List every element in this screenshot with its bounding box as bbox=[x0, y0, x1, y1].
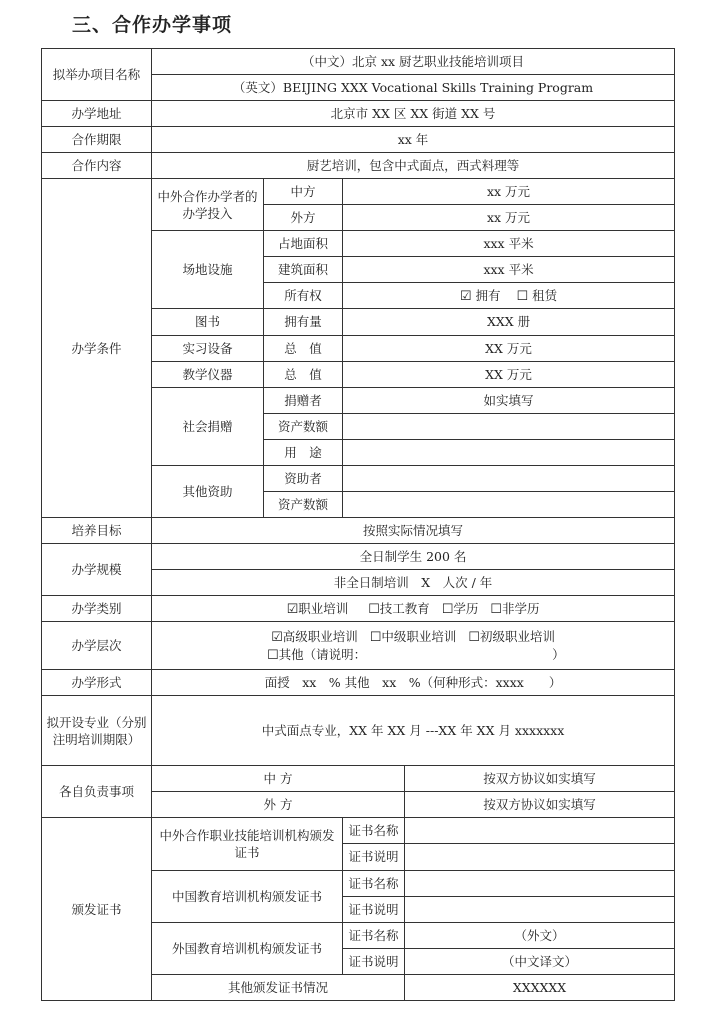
level-options bbox=[152, 622, 675, 670]
books-label: 图书 bbox=[152, 309, 264, 335]
funding-amount-value bbox=[343, 491, 675, 517]
own-option-label: 拥有 bbox=[475, 287, 501, 303]
building-area-label: 建筑面积 bbox=[264, 257, 343, 283]
address-value: 北京市 XX 区 XX 街道 XX 号 bbox=[152, 101, 675, 127]
cert-chinese-desc-label: 证书说明 bbox=[343, 896, 405, 922]
level-other-close: ） bbox=[552, 646, 565, 662]
cert-sino-foreign-name-label: 证书名称 bbox=[343, 818, 405, 844]
level-other-checkbox[interactable]: ☐ bbox=[267, 647, 279, 663]
cert-chinese-name-value bbox=[405, 870, 675, 896]
level-advanced-label: 高级职业培训 bbox=[282, 628, 358, 644]
goal-value: 按照实际情况填写 bbox=[152, 517, 675, 543]
responsibilities-foreign-label: 外 方 bbox=[152, 792, 405, 818]
rent-option-label: 租赁 bbox=[532, 287, 558, 303]
cert-chinese-name-label: 证书名称 bbox=[343, 870, 405, 896]
rent-checkbox[interactable]: ☐ bbox=[516, 288, 529, 304]
books-value: XXX 册 bbox=[343, 309, 675, 335]
equipment-value: XX 万元 bbox=[343, 335, 675, 361]
land-area-label: 占地面积 bbox=[264, 231, 343, 257]
majors-value: 中式面点专业，XX 年 XX 月 ---XX 年 XX 月 xxxxxxx bbox=[152, 696, 675, 766]
category-degree-label: 学历 bbox=[453, 600, 479, 616]
responsibilities-cn-value: 按双方协议如实填写 bbox=[405, 766, 675, 792]
category-vocational-checkbox[interactable]: ☑ bbox=[286, 601, 299, 617]
cert-other-value: XXXXXX bbox=[405, 974, 675, 1000]
investment-cn-label: 中方 bbox=[264, 179, 343, 205]
level-elementary-label: 初级职业培训 bbox=[479, 628, 555, 644]
cert-foreign-name-label: 证书名称 bbox=[343, 922, 405, 948]
form-label: 办学形式 bbox=[42, 670, 152, 696]
investment-label: 中外合作办学者的办学投入 bbox=[152, 179, 264, 231]
investment-cn-value: xx 万元 bbox=[343, 179, 675, 205]
cert-other-label: 其他颁发证书情况 bbox=[152, 974, 405, 1000]
goal-label: 培养目标 bbox=[42, 517, 152, 543]
content-label: 合作内容 bbox=[42, 153, 152, 179]
donor-value: 如实填写 bbox=[343, 387, 675, 413]
level-other-label: 其他（请说明： bbox=[278, 646, 367, 662]
level-intermediate-checkbox[interactable]: ☐ bbox=[369, 629, 382, 645]
own-checkbox[interactable]: ☑ bbox=[459, 288, 472, 304]
donation-amount-label: 资产数额 bbox=[264, 413, 343, 439]
form-value: 面授 xx % 其他 xx %（何种形式：xxxx ） bbox=[152, 670, 675, 696]
scale-parttime: 非全日制培训 X 人次 / 年 bbox=[152, 569, 675, 595]
funder-value bbox=[343, 465, 675, 491]
category-technical-label: 技工教育 bbox=[379, 600, 430, 616]
responsibilities-cn-label: 中 方 bbox=[152, 766, 405, 792]
funding-amount-label: 资产数额 bbox=[264, 491, 343, 517]
category-degree-checkbox[interactable]: ☐ bbox=[441, 601, 454, 617]
cert-foreign-desc-label: 证书说明 bbox=[343, 948, 405, 974]
equipment-label: 实习设备 bbox=[152, 335, 264, 361]
cert-chinese-desc-value bbox=[405, 896, 675, 922]
category-non-degree-checkbox[interactable]: ☐ bbox=[490, 601, 502, 617]
books-sub-label: 拥有量 bbox=[264, 309, 343, 335]
instruments-sub-label: 总 值 bbox=[264, 361, 343, 387]
content-value: 厨艺培训，包含中式面点，西式料理等 bbox=[152, 153, 675, 179]
level-advanced-checkbox[interactable]: ☑ bbox=[271, 629, 283, 645]
donation-use-label: 用 途 bbox=[264, 439, 343, 465]
level-label: 办学层次 bbox=[42, 622, 152, 670]
instruments-value: XX 万元 bbox=[343, 361, 675, 387]
donation-use-value bbox=[343, 439, 675, 465]
equipment-sub-label: 总 值 bbox=[264, 335, 343, 361]
responsibilities-label: 各自负责事项 bbox=[42, 766, 152, 818]
cert-sino-foreign-name-value bbox=[405, 818, 675, 844]
building-area-value: xxx 平米 bbox=[343, 257, 675, 283]
scale-label: 办学规模 bbox=[42, 543, 152, 595]
category-technical-checkbox[interactable]: ☐ bbox=[368, 601, 380, 617]
donor-label: 捐赠者 bbox=[264, 387, 343, 413]
project-name-cn: （中文）北京 xx 厨艺职业技能培训项目 bbox=[152, 49, 675, 75]
other-funding-label: 其他资助 bbox=[152, 465, 264, 517]
cooperation-form-table bbox=[41, 48, 675, 1001]
donation-label: 社会捐赠 bbox=[152, 387, 264, 465]
category-options bbox=[152, 595, 675, 621]
funder-label: 资助者 bbox=[264, 465, 343, 491]
category-non-degree-label: 非学历 bbox=[501, 600, 540, 616]
page-title: 三、合作办学事项 bbox=[72, 14, 233, 36]
cert-foreign-label: 外国教育培训机构颁发证书 bbox=[152, 922, 343, 974]
certificates-label: 颁发证书 bbox=[42, 818, 152, 1001]
term-label: 合作期限 bbox=[42, 127, 152, 153]
project-name-en: （英文）BEIJING XXX Vocational Skills Training Program bbox=[152, 75, 675, 101]
level-intermediate-label: 中级职业培训 bbox=[381, 628, 457, 644]
donation-amount-value bbox=[343, 413, 675, 439]
project-name-label: 拟举办项目名称 bbox=[42, 49, 152, 101]
term-value: xx 年 bbox=[152, 127, 675, 153]
conditions-label: 办学条件 bbox=[42, 179, 152, 518]
category-label: 办学类别 bbox=[42, 595, 152, 621]
cert-foreign-desc-value: （中文译文） bbox=[405, 948, 675, 974]
cert-sino-foreign-desc-label: 证书说明 bbox=[343, 844, 405, 870]
scale-fulltime: 全日制学生 200 名 bbox=[152, 543, 675, 569]
cert-chinese-label: 中国教育培训机构颁发证书 bbox=[152, 870, 343, 922]
responsibilities-foreign-value: 按双方协议如实填写 bbox=[405, 792, 675, 818]
level-elementary-checkbox[interactable]: ☐ bbox=[468, 629, 480, 645]
ownership-label: 所有权 bbox=[264, 283, 343, 309]
instruments-label: 教学仪器 bbox=[152, 361, 264, 387]
cert-sino-foreign-label: 中外合作职业技能培训机构颁发证书 bbox=[152, 818, 343, 870]
ownership-options bbox=[343, 283, 675, 309]
investment-foreign-value: xx 万元 bbox=[343, 205, 675, 231]
majors-label: 拟开设专业（分别注明培训期限） bbox=[42, 696, 152, 766]
category-vocational-label: 职业培训 bbox=[298, 600, 349, 616]
cert-foreign-name-value: （外文） bbox=[405, 922, 675, 948]
cert-sino-foreign-desc-value bbox=[405, 844, 675, 870]
site-label: 场地设施 bbox=[152, 231, 264, 309]
land-area-value: xxx 平米 bbox=[343, 231, 675, 257]
investment-foreign-label: 外方 bbox=[264, 205, 343, 231]
address-label: 办学地址 bbox=[42, 101, 152, 127]
